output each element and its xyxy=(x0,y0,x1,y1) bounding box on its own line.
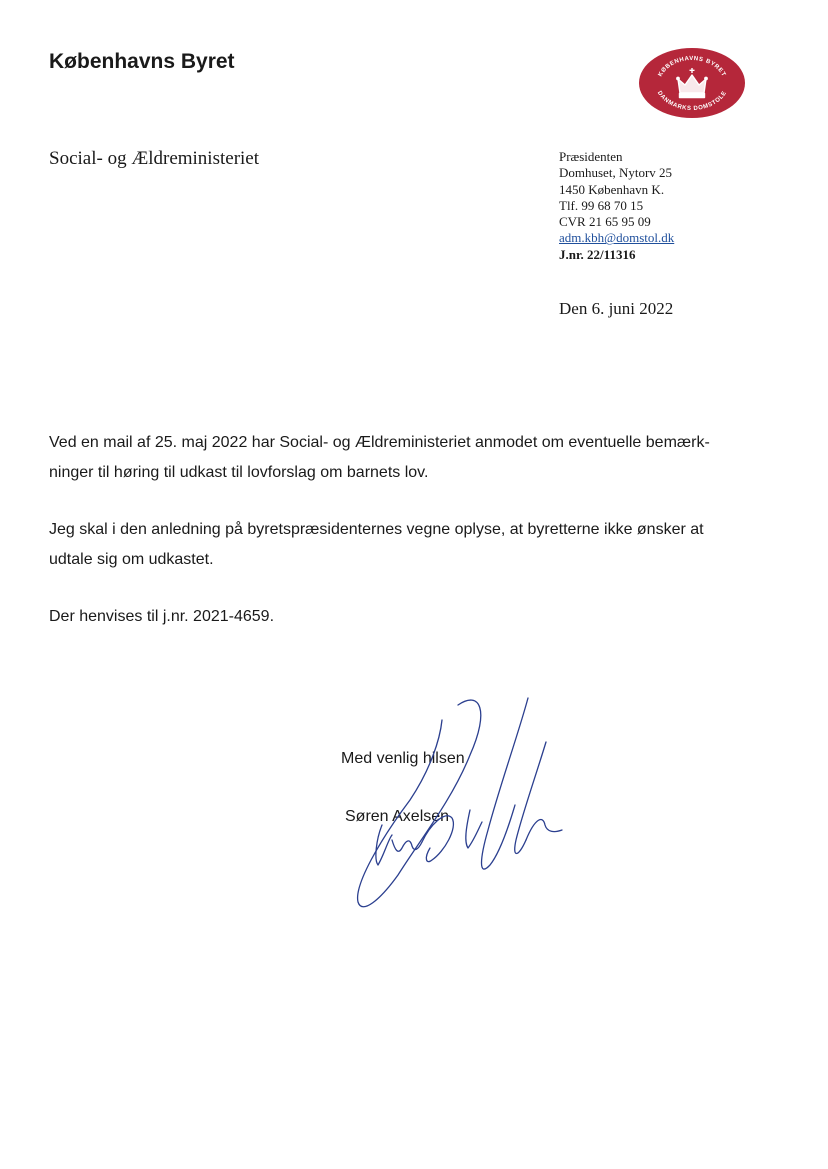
body-paragraph-1-line-1: Ved en mail af 25. maj 2022 har Social- og Ældreministeriet anmodet om eventuelle bemærk- xyxy=(49,434,710,451)
letter-date: Den 6. juni 2022 xyxy=(559,299,674,318)
body-paragraph-1 xyxy=(49,428,749,488)
sender-cvr: CVR 21 65 95 09 xyxy=(559,214,651,230)
svg-text:KØBENHAVNS BYRET: KØBENHAVNS BYRET xyxy=(657,55,727,78)
svg-text:DANMARKS DOMSTOLE: DANMARKS DOMSTOLE xyxy=(655,90,729,113)
closing-greeting: Med venlig hilsen xyxy=(341,750,465,767)
body-paragraph-1-line-2: ninger til høring til udkast til lovforslag om barnets lov. xyxy=(49,464,429,481)
sender-block xyxy=(559,149,674,263)
sender-phone: Tlf. 99 68 70 15 xyxy=(559,197,644,213)
body-paragraph-2-line-2: udtale sig om udkastet. xyxy=(49,551,214,568)
sender-address-line2: 1450 København K. xyxy=(559,181,665,197)
court-name-heading: Københavns Byret xyxy=(49,50,235,73)
recipient-name: Social- og Ældreministeriet xyxy=(49,148,260,169)
journal-number: J.nr. 22/11316 xyxy=(559,246,636,262)
signer-name: Søren Axelsen xyxy=(345,808,450,825)
body-paragraph-2-line-1: Jeg skal i den anledning på byretspræsidenternes vegne oplyse, at byretterne ikke ønsker at xyxy=(49,521,704,538)
court-seal-logo xyxy=(639,48,745,118)
body-paragraph-2 xyxy=(49,515,749,575)
body-paragraph-3: Der henvises til j.nr. 2021-4659. xyxy=(49,608,275,625)
sender-title: Præsidenten xyxy=(559,149,623,164)
sender-email-link[interactable]: adm.kbh@domstol.dk xyxy=(559,230,675,246)
handwritten-signature xyxy=(340,690,570,915)
sender-address-line1: Domhuset, Nytorv 25 xyxy=(559,165,673,181)
